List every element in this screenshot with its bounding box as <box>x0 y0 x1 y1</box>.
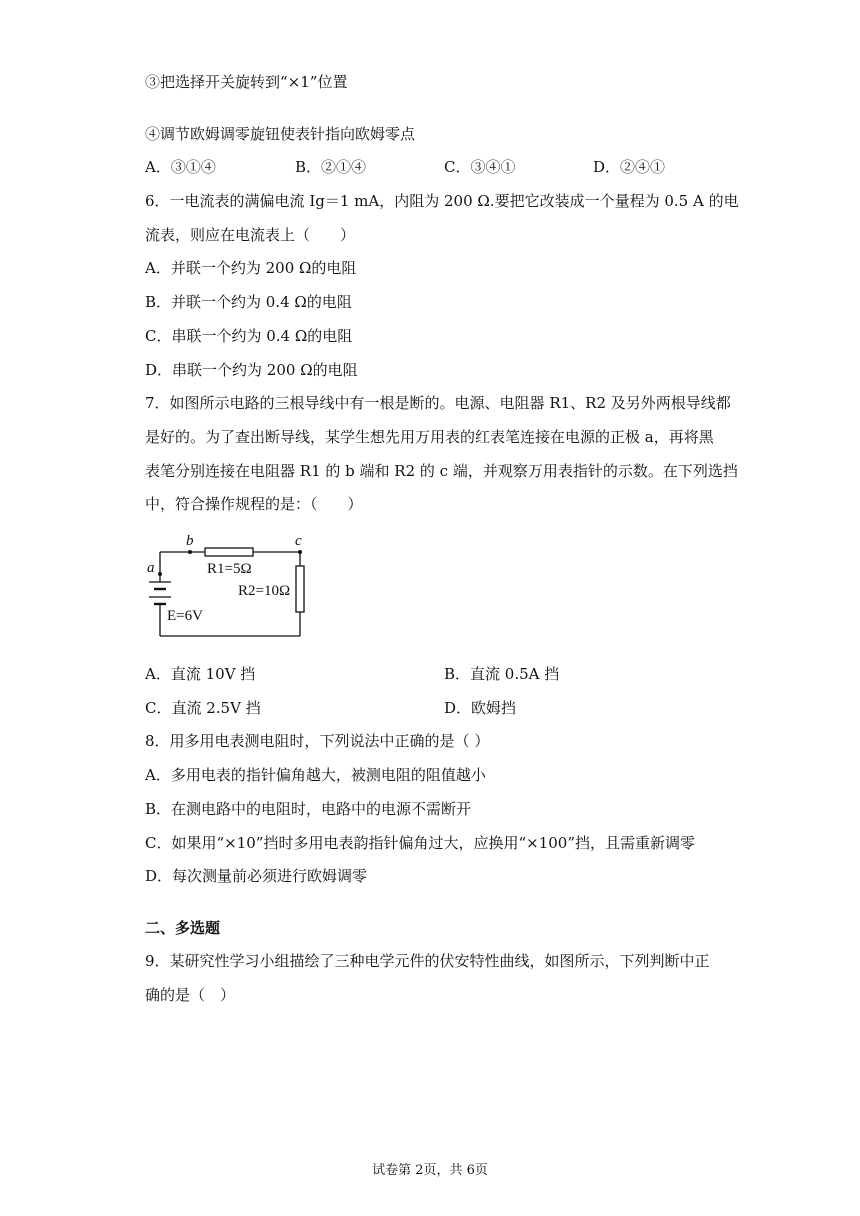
label-emf: E=6V <box>167 608 203 624</box>
q6-stem-line1: 6．一电流表的满偏电流 Ig＝1 mA，内阻为 200 Ω.要把它改装成一个量程为 0.5 A 的电 <box>145 192 739 210</box>
q9-stem-line2: 确的是（ ） <box>145 986 236 1004</box>
q6-option-a: A．并联一个约为 200 Ω的电阻 <box>145 259 357 277</box>
q5-option-b: B．②①④ <box>295 158 367 176</box>
q7-option-b: B．直流 0.5A 挡 <box>444 665 560 683</box>
q7-option-c: C．直流 2.5V 挡 <box>145 699 261 717</box>
resistor-r2 <box>296 566 304 612</box>
label-c: c <box>295 533 302 549</box>
q9-stem-line1: 9．某研究性学习小组描绘了三种电学元件的伏安特性曲线，如图所示，下列判断中正 <box>145 952 710 970</box>
circuit-diagram <box>145 532 310 642</box>
label-r1: R1=5Ω <box>207 561 252 577</box>
q8-stem: 8．用多用电表测电阻时，下列说法中正确的是（ ） <box>145 732 490 750</box>
q6-option-d: D．串联一个约为 200 Ω的电阻 <box>145 361 358 379</box>
q5-option-d: D．②④① <box>593 158 666 176</box>
q8-option-b: B．在测电路中的电阻时，电路中的电源不需断开 <box>145 800 472 818</box>
label-b: b <box>186 533 194 549</box>
node-c-dot <box>298 550 302 554</box>
q5-option-c: C．③④① <box>444 158 516 176</box>
q5-step4: ④调节欧姆调零旋钮使表针指向欧姆零点 <box>145 125 416 143</box>
q5-step3: ③把选择开关旋转到“×1”位置 <box>145 73 348 91</box>
q7-stem-line3: 表笔分别连接在电阻器 R1 的 b 端和 R2 的 c 端，并观察万用表指针的示数。在下列选挡 <box>145 462 738 480</box>
section-title-multiple-choice: 二、多选题 <box>145 919 221 937</box>
resistor-r1 <box>205 548 253 556</box>
q6-option-b: B．并联一个约为 0.4 Ω的电阻 <box>145 293 352 311</box>
q7-stem-line1: 7．如图所示电路的三根导线中有一根是断的。电源、电阻器 R1、R2 及另外两根导线都 <box>145 394 731 412</box>
label-r2: R2=10Ω <box>238 583 291 599</box>
q7-stem-line4: 中，符合操作规程的是：（ ） <box>145 495 363 513</box>
q7-option-d: D．欧姆挡 <box>444 699 517 717</box>
q5-option-a: A．③①④ <box>145 158 216 176</box>
q6-stem-line2: 流表，则应在电流表上（ ） <box>145 226 356 244</box>
q8-option-a: A．多用电表的指针偏角越大，被测电阻的阻值越小 <box>145 766 486 784</box>
q6-option-c: C．串联一个约为 0.4 Ω的电阻 <box>145 327 353 345</box>
page-footer: 试卷第 2页，共 6页 <box>372 1163 488 1178</box>
node-a-dot <box>158 572 162 576</box>
q7-option-a: A．直流 10V 挡 <box>145 665 256 683</box>
q7-stem-line2: 是好的。为了查出断导线，某学生想先用万用表的红表笔连接在电源的正极 a，再将黑 <box>145 428 714 446</box>
label-a: a <box>147 560 155 576</box>
q8-option-c: C．如果用“×10”挡时多用电表韵指针偏角过大，应换用“×100”挡，且需重新调零 <box>145 834 696 852</box>
q8-option-d: D．每次测量前必须进行欧姆调零 <box>145 867 368 885</box>
node-b-dot <box>188 550 192 554</box>
